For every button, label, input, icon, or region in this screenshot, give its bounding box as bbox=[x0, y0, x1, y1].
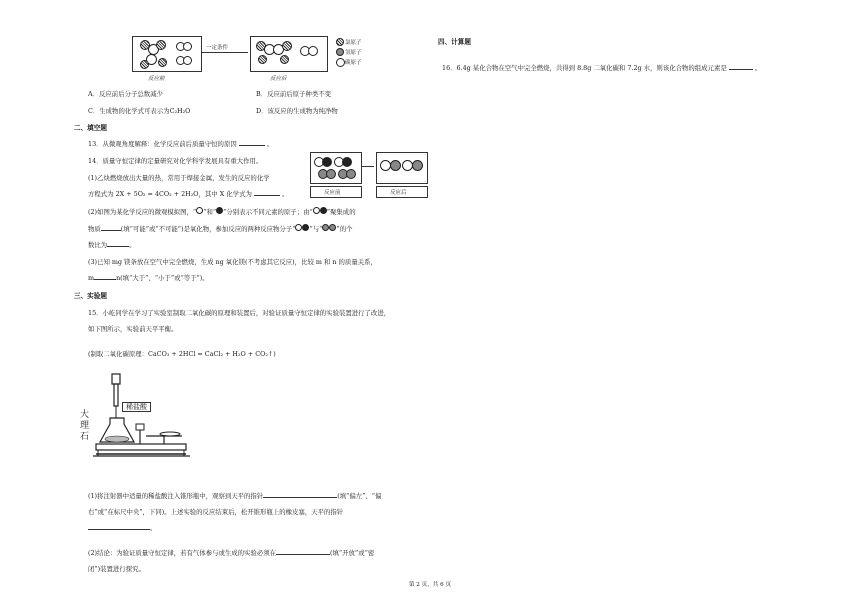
q15-device-blank[interactable] bbox=[276, 554, 330, 555]
q14-p2b bbox=[88, 224, 352, 233]
section-heading-calc: 四、计算题 bbox=[438, 38, 471, 46]
molecule-atom bbox=[183, 42, 192, 51]
q14-before-label: 反应前 bbox=[324, 190, 341, 196]
q15-p1a bbox=[88, 492, 381, 500]
legend-label: 碳原子 bbox=[345, 60, 362, 66]
arrow-label: 一定条件 bbox=[206, 45, 229, 51]
molecule-atom bbox=[183, 56, 192, 65]
black-atom-icon bbox=[320, 207, 327, 214]
reaction-arrow bbox=[202, 52, 248, 53]
legend-swatch bbox=[336, 38, 344, 46]
q14-oxide-blank[interactable] bbox=[101, 230, 121, 231]
q14-intro: 14．质量守恒定律的定量研究对化学科学发展具有重大作用。 bbox=[88, 157, 263, 165]
q15-pointer-blank-2[interactable] bbox=[88, 529, 150, 530]
q14-x-formula-blank[interactable] bbox=[254, 195, 280, 196]
q13 bbox=[88, 140, 273, 148]
legend-label: 氢原子 bbox=[345, 50, 362, 56]
legend-label: 氯原子 bbox=[345, 40, 362, 46]
molecule-atom bbox=[156, 40, 166, 50]
molecule-atom bbox=[140, 60, 149, 69]
option-d: D．该反应的生成物为纯净物 bbox=[256, 107, 338, 115]
reaction-figure-q12 bbox=[132, 36, 432, 84]
molecule-atom bbox=[326, 169, 336, 179]
q14-p2b-mid: (填“可能”或“不可能”)是氧化物，参加反应的两种反应物分子“ bbox=[120, 225, 296, 233]
q13-answer-blank[interactable] bbox=[239, 145, 265, 146]
q15-p2a-text: (2)结论：为验证质量守恒定律，若有气体参与或生成的实验必须在 bbox=[88, 549, 276, 557]
molecule-atom bbox=[158, 58, 167, 67]
q14-p2b-end: ”的个 bbox=[336, 225, 353, 233]
section-heading-fill: 二、填空题 bbox=[74, 124, 107, 132]
option-b: B．反应前后原子种类不变 bbox=[256, 90, 331, 98]
q14-p1b-tail: 。 bbox=[281, 190, 289, 198]
section-heading-experiment: 三、实验题 bbox=[74, 292, 107, 300]
q15-equation: (制取二氧化碳原理：CaCO₃ + 2HCl = CaCl₂ + H₂O + CO₂↑) bbox=[88, 350, 276, 358]
q15-p1a-text: (1)将注射器中适量的稀盐酸注入锥形瓶中，观察到天平的指针 bbox=[88, 492, 264, 500]
molecule-atom bbox=[412, 160, 423, 171]
q13-text: 13．从微观角度解释：化学反应前后质量守恒的原因 bbox=[88, 140, 237, 148]
q15-intro-b: 如下图所示，实验前天平平衡。 bbox=[88, 325, 178, 333]
q14-p3a: (3)已知 mg 镁条放在空气中完全燃烧，生成 ng 氧化镁(不考虑其它反应)，比较 m 和 n 的质量关系， bbox=[88, 258, 377, 266]
white-atom-icon bbox=[313, 207, 320, 214]
q14-p1b bbox=[88, 190, 288, 198]
q16 bbox=[442, 64, 761, 72]
q15-p1c bbox=[88, 524, 156, 532]
q14-p2c bbox=[88, 241, 136, 249]
q15-p1b: 右”或“在标尺中央”，下同)。上述实验的反应结束后，松开锥形瓶上的橡皮塞，天平的指针 bbox=[88, 508, 344, 516]
molecule-atom bbox=[322, 157, 332, 167]
apparatus-drawing bbox=[90, 372, 200, 462]
molecule-atom bbox=[258, 55, 267, 64]
molecule-atom bbox=[308, 46, 318, 56]
marble-label-3: 石 bbox=[80, 432, 90, 442]
molecule-atom bbox=[282, 41, 292, 51]
q14-p3b-text: m bbox=[88, 274, 95, 282]
acid-label: 稀盐酸 bbox=[122, 402, 151, 412]
q15-pointer-blank-1[interactable] bbox=[263, 497, 337, 498]
q16-text: 16．6.4g 某化合物在空气中完全燃烧，共得到 8.8g 二氧化碳和 7.2g 水，则该化合物的组成元素是 bbox=[442, 64, 727, 72]
q14-p2b-mid2: ”与“ bbox=[309, 225, 323, 233]
q14-p1b-text: 方程式为 2X + 5O₂ = 4CO₂ + 2H₂O，其中 X 化学式为 bbox=[88, 190, 252, 198]
q14-p3b bbox=[88, 274, 209, 282]
q15-p1c-tail: 。 bbox=[150, 524, 157, 532]
q15-p2a-tail: (填“开放”或“密 bbox=[330, 549, 375, 557]
molecule-atom bbox=[280, 55, 289, 64]
q14-ratio-blank[interactable] bbox=[107, 246, 129, 247]
q15-p2b: 闭”)装置进行探究。 bbox=[88, 565, 145, 573]
q14-p2c-text: 数比为 bbox=[88, 241, 108, 249]
page-number: 第 2 页，共 6 页 bbox=[408, 582, 452, 588]
before-label: 反应前 bbox=[148, 76, 165, 82]
marble-label-1: 大 bbox=[80, 410, 90, 420]
q16-tail: 。 bbox=[754, 64, 762, 72]
q14-p2a bbox=[88, 207, 356, 216]
q14-p2b-text: 物质 bbox=[88, 225, 101, 233]
molecule-atom bbox=[390, 160, 401, 171]
molecule-atom bbox=[342, 157, 352, 167]
q14-p2a-text: (2)如图为某化学反应的微观模拟图，“ bbox=[88, 208, 197, 216]
q14-micro-figure bbox=[310, 152, 430, 200]
white-atom-icon bbox=[295, 224, 302, 231]
legend-swatch bbox=[336, 58, 345, 67]
grey-atom-icon bbox=[322, 224, 329, 231]
q16-answer-blank[interactable] bbox=[729, 69, 753, 70]
q14-p3b-tail: n(填“大于”、“小于”或“等于”)。 bbox=[116, 274, 209, 282]
option-c: C．生成物的化学式可表示为C₂H₂O bbox=[88, 107, 191, 115]
q14-p2a-mid: ”和“ bbox=[203, 208, 217, 216]
after-label: 反应后 bbox=[270, 76, 287, 82]
balance-apparatus-figure bbox=[80, 372, 200, 462]
q14-p1a: (1)乙炔燃烧放出大量的热，常用于焊接金属，发生的反应的化学 bbox=[88, 174, 270, 182]
q15-p1a-tail: (填“偏左”、“偏 bbox=[337, 492, 382, 500]
q14-arrow bbox=[362, 166, 374, 167]
marble-label-2: 理 bbox=[80, 421, 90, 431]
legend-swatch bbox=[336, 48, 344, 56]
molecule-atom bbox=[346, 169, 356, 179]
q15-intro-a: 15．小屹同学在学习了实验室制取二氧化碳的原理和装置后，对验证质量守恒定律的实验装置进行了改进， bbox=[88, 309, 391, 317]
q14-p2a-end: ”聚集成的 bbox=[326, 208, 356, 216]
q14-after-label: 反应后 bbox=[390, 190, 407, 196]
q14-mn-blank[interactable] bbox=[94, 279, 116, 280]
option-a: A．反应前后分子总数减少 bbox=[88, 90, 163, 98]
q15-p2a bbox=[88, 549, 374, 557]
q14-p2a-tail: ”分别表示不同元素的原子；由“ bbox=[223, 208, 313, 216]
q13-tail: 。 bbox=[266, 140, 274, 148]
q14-p2c-tail: 。 bbox=[129, 241, 136, 249]
